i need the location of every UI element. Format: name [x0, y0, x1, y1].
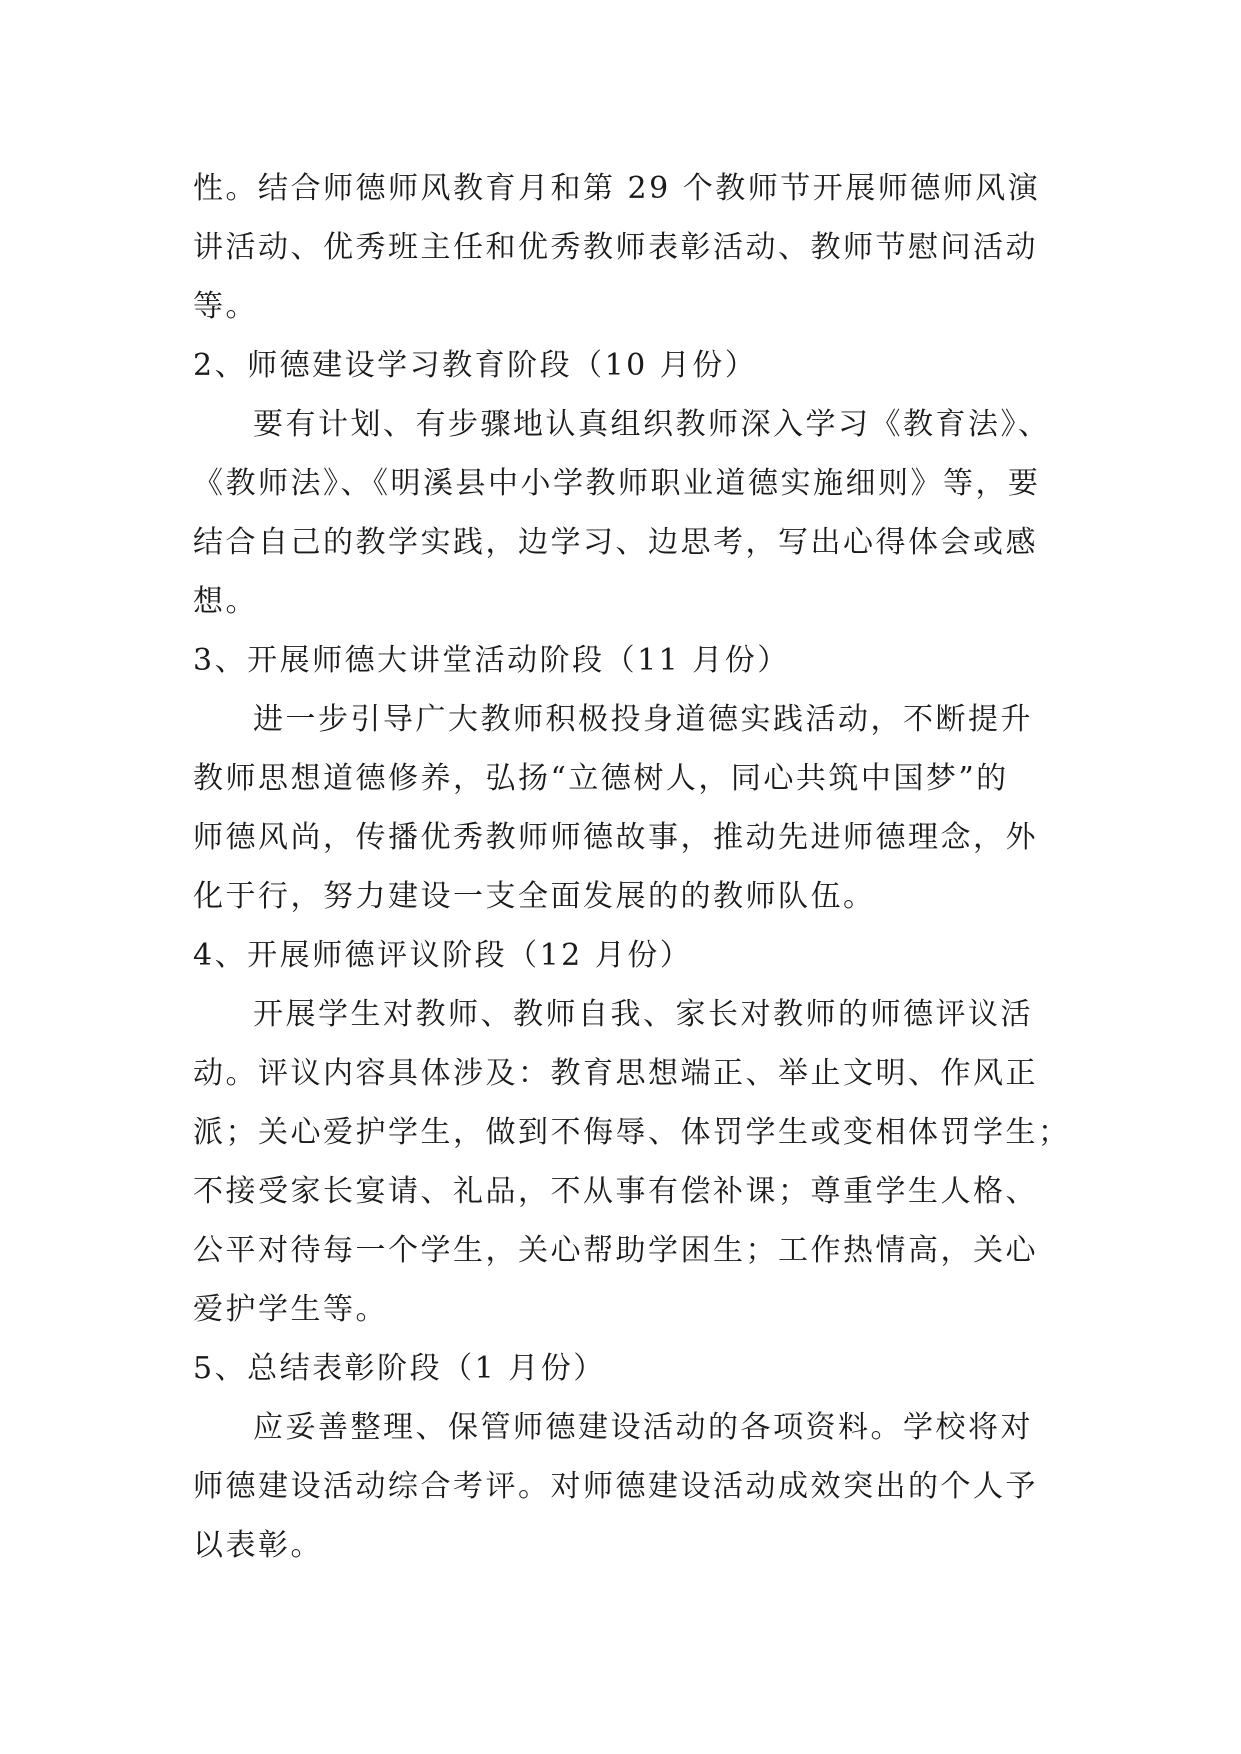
paragraph-commendation [193, 1398, 1093, 1575]
text-line: 等。 [193, 289, 258, 324]
text-line: 讲活动、优秀班主任和优秀教师表彰活动、教师节慰问活动 [193, 230, 1038, 265]
heading-text: 4、开展师德评议阶段（12 月份） [193, 938, 693, 973]
paragraph-lecture [193, 690, 1093, 926]
text-line: 《教师法》、《明溪县中小学教师职业道德实施细则》等，要 [193, 466, 1041, 501]
text-line: 性。结合师德师风教育月和第 29 个教师节开展师德师风演 [193, 171, 1041, 206]
text-line: 开展学生对教师、教师自我、家长对教师的师德评议活 [253, 997, 1033, 1032]
paragraph-continued [193, 159, 1093, 336]
text-line: 教师思想道德修养，弘扬“立德树人，同心共筑中国梦”的 [193, 761, 1009, 796]
text-line: 进一步引导广大教师积极投身道德实践活动，不断提升 [253, 702, 1033, 737]
text-line: 师德建设活动综合考评。对师德建设活动成效突出的个人予 [193, 1469, 1038, 1504]
paragraph-evaluation [193, 985, 1093, 1339]
text-line: 爱护学生等。 [193, 1292, 388, 1327]
heading-text: 5、总结表彰阶段（1 月份） [193, 1351, 606, 1386]
text-line: 结合自己的教学实践，边学习、边思考，写出心得体会或感 [193, 525, 1038, 560]
text-line: 派；关心爱护学生，做到不侮辱、体罚学生或变相体罚学生； [193, 1115, 1071, 1150]
text-line: 以表彰。 [193, 1528, 323, 1563]
section-heading-5 [193, 1339, 1093, 1398]
text-line: 师德风尚，传播优秀教师师德故事，推动先进师德理念，外 [193, 820, 1038, 855]
text-line: 不接受家长宴请、礼品，不从事有偿补课；尊重学生人格、 [193, 1174, 1038, 1209]
text-line: 动。评议内容具体涉及：教育思想端正、举止文明、作风正 [193, 1056, 1038, 1091]
paragraph-study [193, 395, 1093, 631]
text-line: 公平对待每一个学生，关心帮助学困生；工作热情高，关心 [193, 1233, 1038, 1268]
document-body [193, 159, 1093, 1575]
section-heading-2 [193, 336, 1093, 395]
text-line: 要有计划、有步骤地认真组织教师深入学习《教育法》、 [253, 407, 1051, 442]
section-heading-4 [193, 926, 1093, 985]
text-line: 应妥善整理、保管师德建设活动的各项资料。学校将对 [253, 1410, 1033, 1445]
heading-text: 2、师德建设学习教育阶段（10 月份） [193, 348, 758, 383]
text-line: 想。 [193, 584, 258, 619]
heading-text: 3、开展师德大讲堂活动阶段（11 月份） [193, 643, 790, 678]
text-line: 化于行，努力建设一支全面发展的的教师队伍。 [193, 879, 876, 914]
section-heading-3 [193, 631, 1093, 690]
